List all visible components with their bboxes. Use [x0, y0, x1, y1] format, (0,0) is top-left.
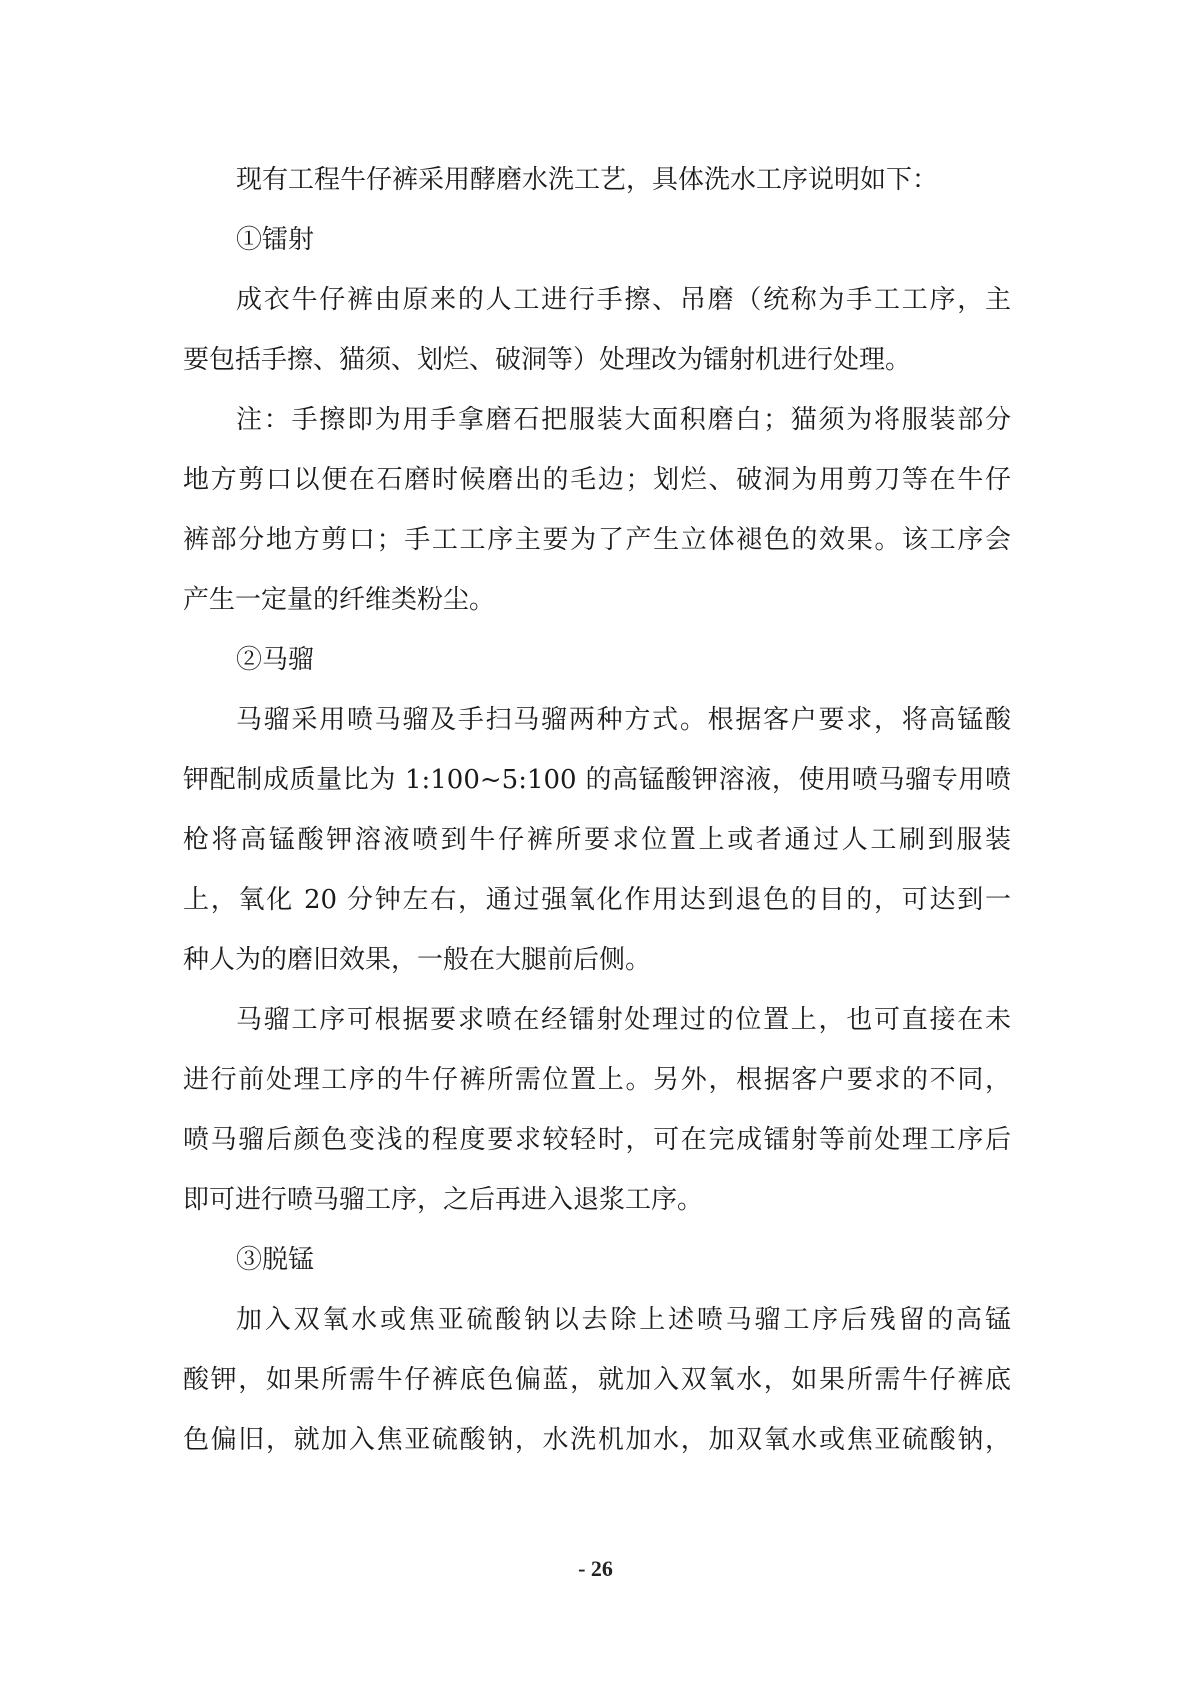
- text-line: 产生一定量的纤维类粉尘。: [183, 585, 496, 615]
- text-line: 种人为的磨旧效果，一般在大腿前后侧。: [183, 945, 652, 975]
- text-line: 钾配制成质量比为 1:100~5:100 的高锰酸钾溶液，使用喷马骝专用喷: [183, 765, 1011, 795]
- text-line: 现有工程牛仔裤采用酵磨水洗工艺，具体洗水工序说明如下：: [236, 165, 939, 195]
- text-line: 地方剪口以便在石磨时候磨出的毛边；划烂、破洞为用剪刀等在牛仔: [183, 465, 1011, 495]
- note-line: 注：手擦即为用手拿磨石把服装大面积磨白；猫须为将服装部分: [236, 405, 1011, 435]
- text-line: 要包括手擦、猫须、划烂、破洞等）处理改为镭射机进行处理。: [183, 345, 912, 375]
- section-heading-monkey-wash: ②马骝: [236, 645, 315, 675]
- text-line: 即可进行喷马骝工序，之后再进入退浆工序。: [183, 1185, 704, 1215]
- text-line: 色偏旧，就加入焦亚硫酸钠，水洗机加水，加双氧水或焦亚硫酸钠，: [183, 1425, 1011, 1455]
- section-heading-demanganese: ③脱锰: [236, 1245, 315, 1275]
- text-line: 酸钾，如果所需牛仔裤底色偏蓝，就加入双氧水，如果所需牛仔裤底: [183, 1365, 1011, 1395]
- text-line: 上，氧化 20 分钟左右，通过强氧化作用达到退色的目的，可达到一: [183, 885, 1011, 915]
- text-line: 成衣牛仔裤由原来的人工进行手擦、吊磨（统称为手工工序，主: [236, 285, 1011, 315]
- text-line: 进行前处理工序的牛仔裤所需位置上。另外，根据客户要求的不同，: [183, 1065, 1011, 1095]
- page-body: [183, 150, 1011, 1470]
- text-line: 加入双氧水或焦亚硫酸钠以去除上述喷马骝工序后残留的高锰: [236, 1305, 1011, 1335]
- text-line: 枪将高锰酸钾溶液喷到牛仔裤所要求位置上或者通过人工刷到服装: [183, 825, 1011, 855]
- section-heading-laser: ①镭射: [236, 225, 315, 255]
- text-line: 喷马骝后颜色变浅的程度要求较轻时，可在完成镭射等前处理工序后: [183, 1125, 1011, 1155]
- text-line: 马骝工序可根据要求喷在经镭射处理过的位置上，也可直接在未: [236, 1005, 1011, 1035]
- text-line: 马骝采用喷马骝及手扫马骝两种方式。根据客户要求，将高锰酸: [236, 705, 1011, 735]
- page-number: - 26: [578, 1556, 613, 1581]
- text-line: 裤部分地方剪口；手工工序主要为了产生立体褪色的效果。该工序会: [183, 525, 1011, 555]
